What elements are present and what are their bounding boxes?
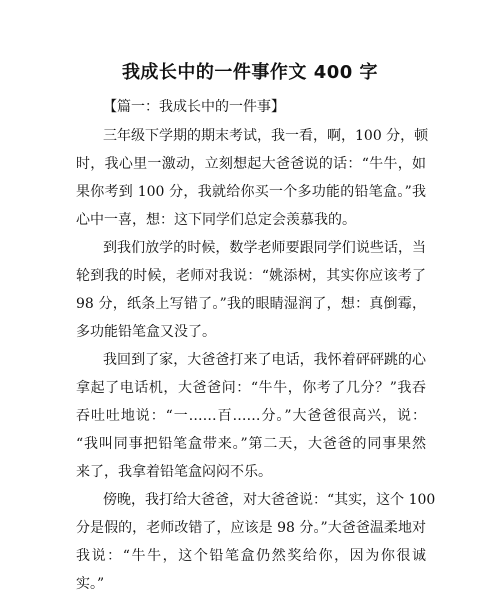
paragraph-line: 拿起了电话机，大爸爸问：“牛牛，你考了几分？”我吞 <box>76 380 426 396</box>
paragraph-line: 我说：“牛牛，这个铅笔盒仍然奖给你，因为你很诚 <box>76 548 426 564</box>
paragraph-line: 果你考到 100 分，我就给你买一个多功能的铅笔盒。”我 <box>76 184 426 200</box>
paragraph-line: 98 分，纸条上写错了。”我的眼睛湿润了，想：真倒霉， <box>76 296 426 312</box>
paragraph-line: 时，我心里一激动，立刻想起大爸爸说的话：“牛牛，如 <box>76 156 426 172</box>
paragraph-line: 多功能铅笔盒又没了。 <box>76 324 216 340</box>
paragraph-line: “我叫同事把铅笔盒带来。”第二天，大爸爸的同事果然 <box>76 436 426 452</box>
paragraph-line: 分是假的，老师改错了，应该是 98 分。”大爸爸温柔地对 <box>76 520 426 536</box>
paragraph-line: 三年级下学期的期末考试，我一看，啊，100 分，顿 <box>103 128 429 144</box>
section-heading: 【篇一：我成长中的一件事】 <box>103 99 285 115</box>
paragraph-line: 来了，我拿着铅笔盒闷闷不乐。 <box>76 464 272 480</box>
paragraph-line: 我回到了家，大爸爸打来了电话，我怀着砰砰跳的心 <box>103 352 426 368</box>
paragraph-line: 傍晚，我打给大爸爸，对大爸爸说：“其实，这个 100 <box>103 492 436 508</box>
paragraph-line: 实。” <box>76 576 105 592</box>
paragraph-line: 吞吐吐地说：“一……百……分。”大爸爸很高兴，说： <box>76 408 426 424</box>
paragraph-line: 到我们放学的时候，数学老师要跟同学们说些话，当 <box>103 240 426 256</box>
paragraph-line: 轮到我的时候，老师对我说：“姚添树，其实你应该考了 <box>76 268 426 284</box>
paragraph-line: 心中一喜，想：这下同学们总定会羡慕我的。 <box>76 212 356 228</box>
document-title: 我成长中的一件事作文 400 字 <box>121 62 379 83</box>
